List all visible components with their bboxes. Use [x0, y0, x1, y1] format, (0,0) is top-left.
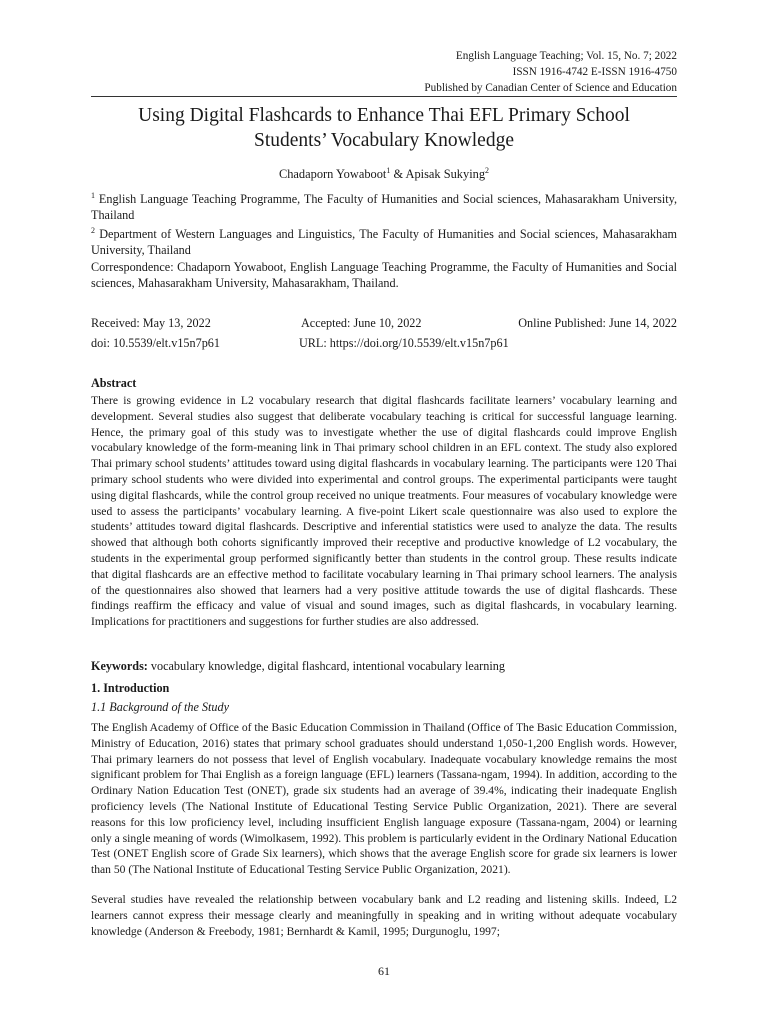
author-join: &	[390, 167, 406, 182]
author-2: Apisak Sukying	[405, 167, 486, 182]
page-number: 61	[378, 964, 390, 978]
received-date: Received: May 13, 2022	[91, 316, 211, 330]
affiliation-1-text: English Language Teaching Programme, The Faculty of Humanities and Social sciences, Mahasarakham University, Thailand	[91, 192, 677, 223]
correspondence: Correspondence: Chadaporn Yowaboot, English Language Teaching Programme, the Faculty of Humanities and Social sciences, Mahasarakham University, Mahasarakham, Thailand.	[91, 260, 677, 290]
abstract-heading: Abstract	[91, 376, 137, 390]
affiliation-2	[91, 223, 677, 258]
doi-url[interactable]: URL: https://doi.org/10.5539/elt.v15n7p61	[299, 336, 509, 350]
abstract-body: There is growing evidence in L2 vocabulary research that digital flashcards facilitate learners’ vocabulary learning and development. Several studies also suggest that deliberate vocabulary teaching is critical for successful language learning. Hence, the primary goal of this study was to investigate whether the use of digital flashcards could improve English vocabulary knowledge of the form-meaning link in Thai primary school children in an EFL context. The study also explored Thai primary school students’ attitudes toward using digital flashcards in vocabulary learning. The participants were 120 Thai primary school students who were divided into experimental and control groups. The experimental participants were taught using digital flashcards, while the control group received no unique treatments. Four measures of vocabulary knowledge were used to assess the participants’ vocabulary learning. A five-point Likert scale questionnaire was also used to explore the students’ attitudes toward digital flashcards. Descriptive and inferential statistics were used to analyze the data. The results showed that although both cohorts significantly improved their receptive and productive knowledge of L2 vocabulary, the students in the experimental group performed significantly better than students in the control group. These results indicate that digital flashcards are an effective method to facilitate vocabulary learning in Thai primary school learners. The analysis of the questionnaires also showed that learners had a very positive attitude towards the use of digital flashcards. These findings reaffirm the efficacy and value of visual and sound images, such as digital flashcards, in vocabulary learning. Implications for practitioners and suggestions for further studies are also addressed.	[91, 394, 677, 629]
keywords-text: vocabulary knowledge, digital flashcard, intentional vocabulary learning	[147, 659, 505, 673]
keywords-label: Keywords:	[91, 659, 148, 673]
author-1-marker: 1	[386, 166, 391, 175]
doi: doi: 10.5539/elt.v15n7p61	[91, 336, 220, 350]
subsection-background-heading: 1.1 Background of the Study	[91, 700, 229, 714]
title-line-2: Students’ Vocabulary Knowledge	[254, 130, 514, 151]
affiliation-2-marker: 2	[91, 226, 95, 235]
affiliation-2-text: Department of Western Languages and Linguistics, The Faculty of Humanities and Social sciences, Mahasarakham University, Thailand	[91, 227, 677, 258]
keywords	[91, 659, 677, 674]
intro-paragraph-2: Several studies have revealed the relationship between vocabulary bank and L2 reading and listening skills. Indeed, L2 learners cannot express their message clearly and meaningfully in speaking and in writing without adequate vocabulary knowledge (Anderson & Freebody, 1981; Bernhardt & Kamil, 1995; Durgunoglu, 1997;	[91, 893, 677, 938]
author-1: Chadaporn Yowaboot	[278, 167, 387, 182]
journal-citation: English Language Teaching; Vol. 15, No. 7; 2022	[455, 50, 677, 62]
journal-issn: ISSN 1916-4742 E-ISSN 1916-4750	[512, 66, 677, 78]
intro-paragraph-1: The English Academy of Office of the Basic Education Commission in Thailand (Office of The Basic Education Commission, Ministry of Education, 2016) states that primary school graduates should understand 1,050-1,200 English words. However, Thai primary learners do not possess that level of English vocabulary. Inadequate vocabulary knowledge remains the most significant problem for Thai English as a foreign language (EFL) learners (Tassana-ngam, 1994). In addition, according to the Ordinary Nation Education Test (ONET), grade six students had an average of 39.4%, indicating their inadequate English proficiency levels (The National Institute of Educational Testing Service Public Organization, 2021). There are several reasons for this low proficiency level, including insufficient English language exposure (Tassana-ngam, 2004) or learning only a single meaning of words (Wimolkasem, 1992). This problem is particularly evident in the Ordinary National Education Test (ONET English score of Grade Six learners), which shows that the average English score for grade six learners is lower than 50 (The National Institute of Educational Testing Service Public Organization, 2021).	[91, 721, 677, 877]
section-introduction-heading: 1. Introduction	[91, 681, 170, 695]
affiliation-1-marker: 1	[91, 191, 95, 200]
journal-publisher: Published by Canadian Center of Science and Education	[424, 82, 677, 94]
title-line-1: Using Digital Flashcards to Enhance Thai EFL Primary School	[138, 105, 630, 126]
published-date: Online Published: June 14, 2022	[518, 316, 677, 330]
paper-title	[91, 103, 677, 153]
journal-header	[424, 48, 677, 96]
affiliation-1	[91, 188, 677, 223]
header-divider	[91, 96, 677, 97]
author-2-marker: 2	[485, 166, 490, 175]
author-list	[91, 166, 677, 182]
accepted-date: Accepted: June 10, 2022	[301, 316, 422, 330]
